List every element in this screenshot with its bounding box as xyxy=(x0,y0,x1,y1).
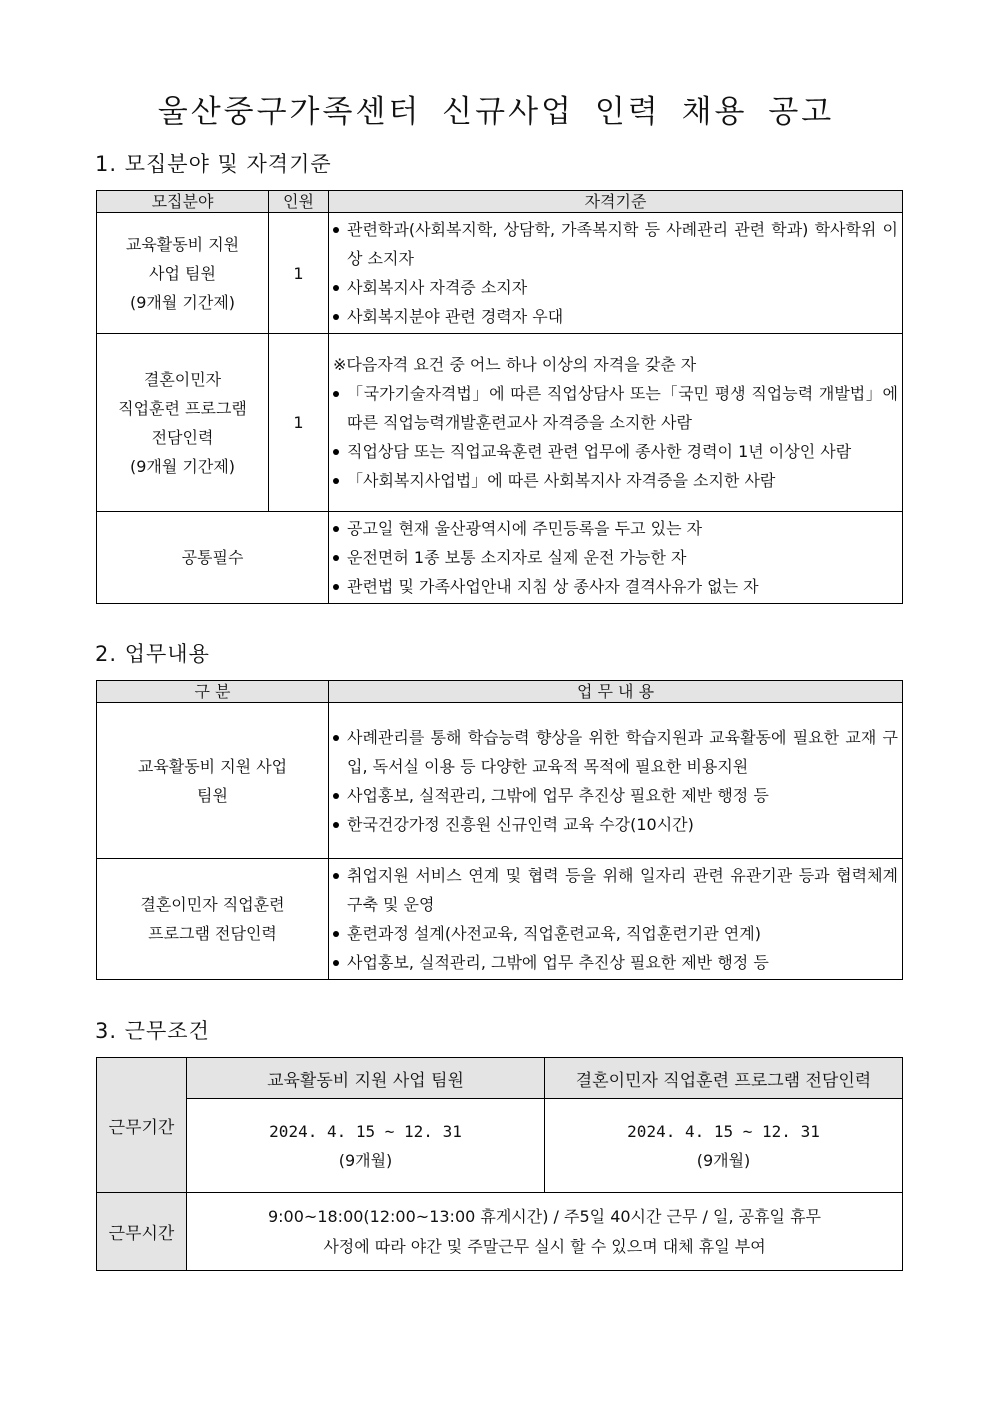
duties-cell xyxy=(329,859,903,980)
duties-table xyxy=(96,680,903,980)
category-line: 교육활동비 지원 사업 xyxy=(137,756,288,776)
field-cell xyxy=(97,334,269,512)
table-row xyxy=(97,859,903,980)
bullet-icon xyxy=(333,391,339,397)
field-line: (9개월 기간제) xyxy=(129,456,236,476)
list-item: 사회복지사 자격증 소지자 xyxy=(331,273,898,302)
period-date: 2024. 4. 15 ~ 12. 31 xyxy=(269,1121,462,1141)
table-row xyxy=(97,334,903,512)
bullet-icon xyxy=(333,526,339,532)
page-title: 울산중구가족센터 신규사업 인력 채용 공고 xyxy=(157,94,835,130)
period-value xyxy=(545,1099,903,1193)
column-header: 결혼이민자 직업훈련 프로그램 전담인력 xyxy=(545,1058,903,1099)
field-line: 교육활동비 지원 xyxy=(125,234,240,254)
category-line: 팀원 xyxy=(197,785,228,805)
hours-line: 9:00~18:00(12:00~13:00 휴게시간) / 주5일 40시간 근무 / 일, 공휴일 휴무 xyxy=(267,1206,822,1226)
list-item: 훈련과정 설계(사전교육, 직업훈련교육, 직업훈련기관 연계) xyxy=(331,919,898,948)
section2-heading: 2. 업무내용 xyxy=(95,642,210,666)
count-cell: 1 xyxy=(269,334,329,512)
common-required-cell: 공통필수 xyxy=(97,512,329,604)
field-cell xyxy=(97,213,269,334)
bullet-icon xyxy=(333,873,339,879)
section3-heading: 3. 근무조건 xyxy=(95,1019,210,1043)
list-item: 사례관리를 통해 학습능력 향상을 위한 학습지원과 교육활동에 필요한 교재 구입, 독서실 이용 등 다양한 교육적 목적에 필요한 비용지원 xyxy=(331,723,898,781)
list-item: 한국건강가정 진흥원 신규인력 교육 수강(10시간) xyxy=(331,810,898,839)
column-header: 교육활동비 지원 사업 팀원 xyxy=(187,1058,545,1099)
category-line: 프로그램 전담인력 xyxy=(148,924,277,943)
bullet-icon xyxy=(333,285,339,291)
bullet-icon xyxy=(333,227,339,233)
qualification-table xyxy=(96,190,903,604)
bullet-icon xyxy=(333,822,339,828)
list-item: 취업지원 서비스 연계 및 협력 등을 위해 일자리 관련 유관기관 등과 협력체계 구축 및 운영 xyxy=(331,861,898,919)
bullet-icon xyxy=(333,793,339,799)
period-duration: (9개월) xyxy=(338,1150,393,1170)
criteria-cell xyxy=(329,512,903,604)
work-conditions-table xyxy=(96,1057,903,1271)
period-date: 2024. 4. 15 ~ 12. 31 xyxy=(627,1121,820,1141)
field-line: 직업훈련 프로그램 xyxy=(118,398,247,418)
table-row xyxy=(97,213,903,334)
list-item: 관련법 및 가족사업안내 지침 상 종사자 결격사유가 없는 자 xyxy=(331,572,898,601)
list-item: 「사회복지사업법」에 따른 사회복지사 자격증을 소지한 사람 xyxy=(331,466,898,495)
category-line: 결혼이민자 직업훈련 xyxy=(140,895,285,914)
category-cell xyxy=(97,859,329,980)
list-item: 사업홍보, 실적관리, 그밖에 업무 추진상 필요한 제반 행정 등 xyxy=(331,948,898,977)
bullet-icon xyxy=(333,584,339,590)
section1-heading: 1. 모집분야 및 자격기준 xyxy=(95,152,332,176)
header-count: 인원 xyxy=(269,191,329,213)
table-row xyxy=(97,703,903,859)
bullet-icon xyxy=(333,478,339,484)
bullet-icon xyxy=(333,555,339,561)
bullet-icon xyxy=(333,449,339,455)
list-item: 「국가기술자격법」에 따른 직업상담사 또는「국민 평생 직업능력 개발법」에 따른 직업능력개발훈련교사 자격증을 소지한 사람 xyxy=(331,379,898,437)
bullet-icon xyxy=(333,314,339,320)
bullet-icon xyxy=(333,735,339,741)
header-criteria: 자격기준 xyxy=(329,191,903,213)
field-line: 전담인력 xyxy=(151,427,214,447)
list-item: 사업홍보, 실적관리, 그밖에 업무 추진상 필요한 제반 행정 등 xyxy=(331,781,898,810)
list-item: 운전면허 1종 보통 소지자로 실제 운전 가능한 자 xyxy=(331,543,898,572)
hours-label: 근무시간 xyxy=(97,1193,187,1271)
duties-cell xyxy=(329,703,903,859)
list-item: 사회복지분야 관련 경력자 우대 xyxy=(331,302,898,331)
list-item: 공고일 현재 울산광역시에 주민등록을 두고 있는 자 xyxy=(331,514,898,543)
field-line: 결혼이민자 xyxy=(143,369,222,389)
table-row xyxy=(97,512,903,604)
bullet-icon xyxy=(333,960,339,966)
header-field: 모집분야 xyxy=(97,191,269,213)
criteria-cell xyxy=(329,213,903,334)
period-label: 근무기간 xyxy=(97,1058,187,1193)
hours-line: 사정에 따라 야간 및 주말근무 실시 할 수 있으며 대체 휴일 부여 xyxy=(323,1236,766,1256)
category-cell xyxy=(97,703,329,859)
hours-value xyxy=(187,1193,903,1271)
count-cell: 1 xyxy=(269,213,329,334)
list-item: 직업상담 또는 직업교육훈련 관련 업무에 종사한 경력이 1년 이상인 사람 xyxy=(331,437,898,466)
field-line: (9개월 기간제) xyxy=(129,292,236,312)
header-duties: 업 무 내 용 xyxy=(329,681,903,703)
header-category: 구 분 xyxy=(97,681,329,703)
period-value xyxy=(187,1099,545,1193)
criteria-cell xyxy=(329,334,903,512)
list-item: 관련학과(사회복지학, 상담학, 가족복지학 등 사례관리 관련 학과) 학사학위 이상 소지자 xyxy=(331,215,898,273)
bullet-icon xyxy=(333,931,339,937)
period-duration: (9개월) xyxy=(696,1150,751,1170)
field-line: 사업 팀원 xyxy=(149,263,216,283)
note-text: ※다음자격 요건 중 어느 하나 이상의 자격을 갖춘 자 xyxy=(333,355,697,374)
